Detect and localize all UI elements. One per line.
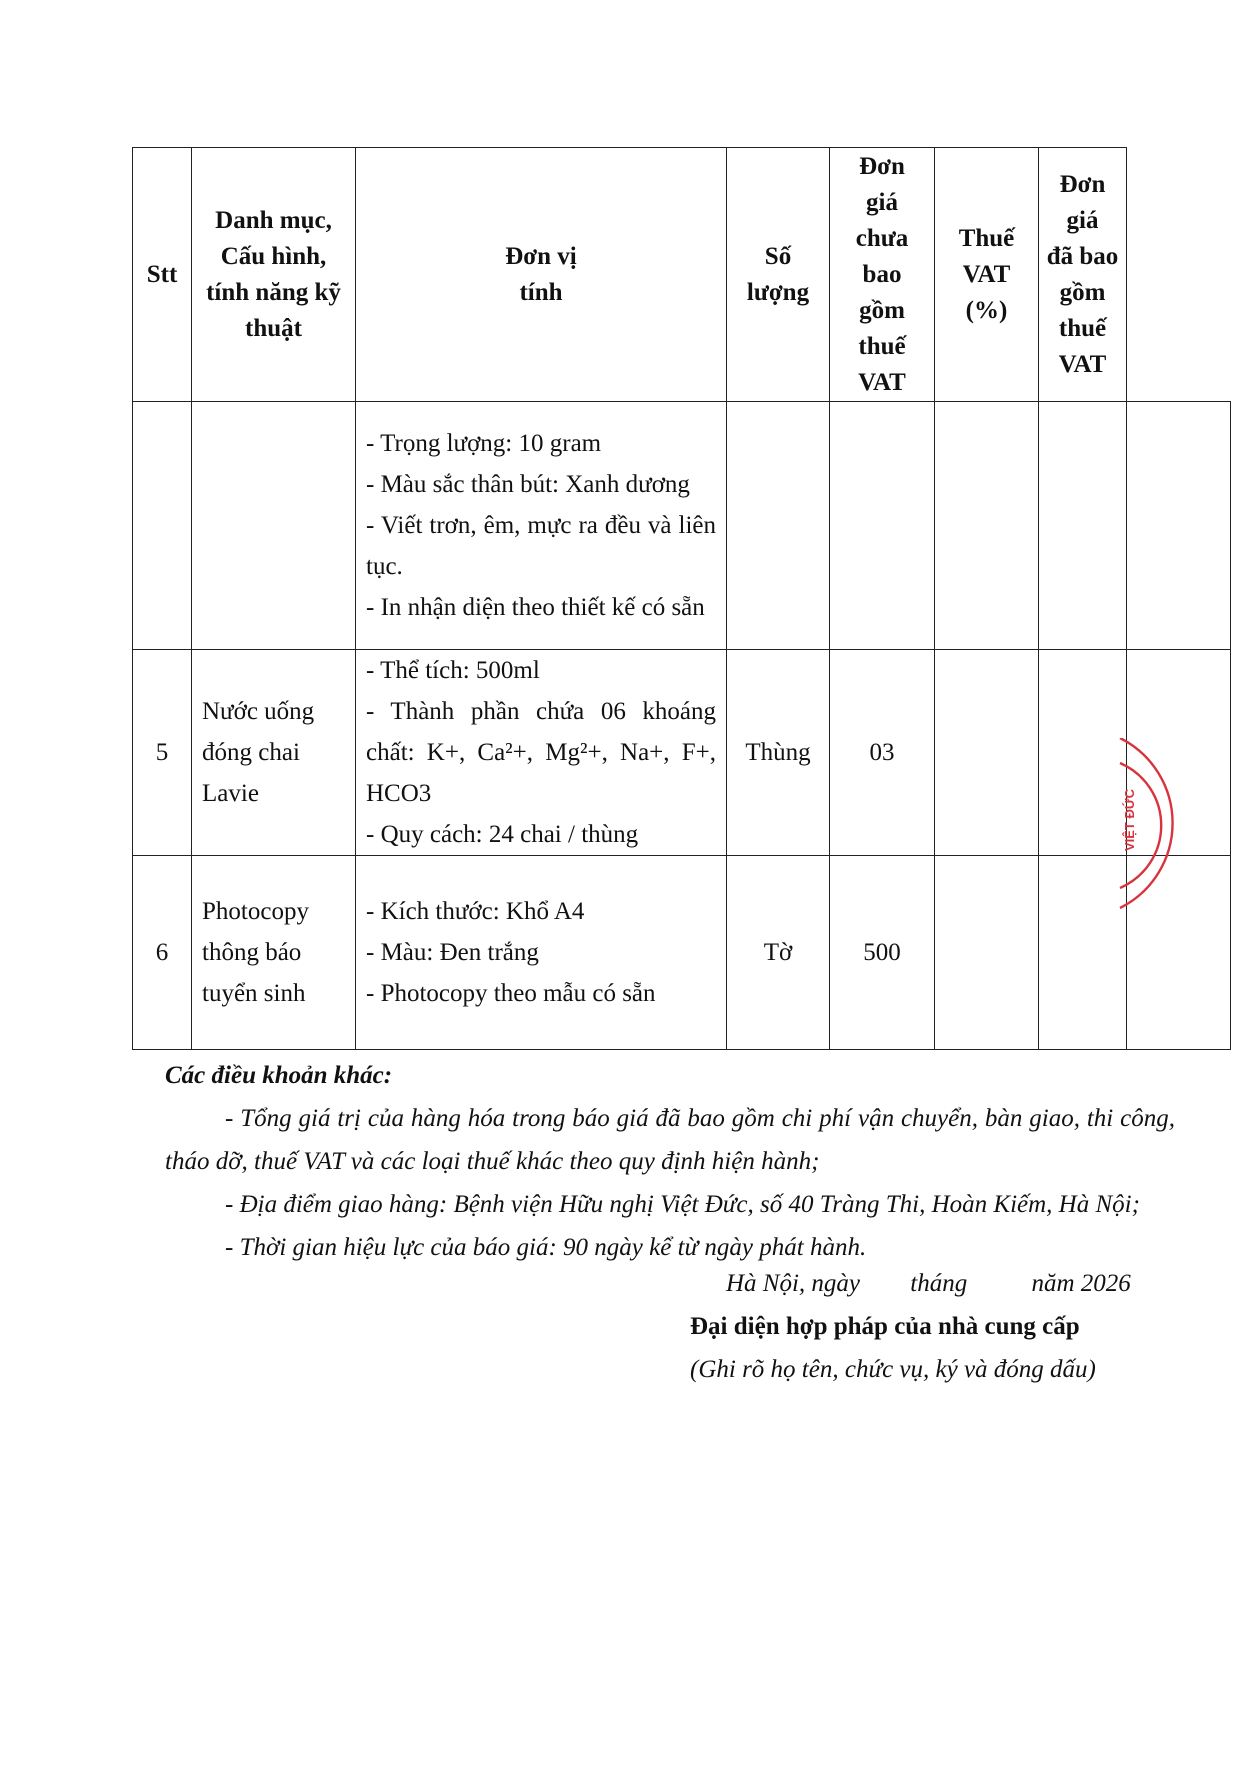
table-row — [133, 402, 1231, 650]
row-item-name — [192, 402, 356, 650]
quotation-table — [132, 147, 1231, 1050]
signature-block — [690, 1262, 1190, 1391]
row-unit-price — [935, 402, 1039, 650]
header-vat: Thuế VAT (%) — [935, 148, 1039, 402]
other-terms — [165, 1054, 1175, 1269]
terms-heading: Các điều khoản khác: — [165, 1062, 393, 1089]
row-stt: 6 — [133, 856, 192, 1050]
date-year: năm 2026 — [1031, 1270, 1131, 1297]
row-vat — [1039, 856, 1127, 1050]
row-unit: Tờ — [727, 856, 830, 1050]
row-item-name: Photocopy thông báo tuyển sinh — [192, 856, 356, 1050]
header-unit-price: Đơn giá chưa bao gồm thuế VAT — [830, 148, 935, 402]
terms-item: - Thời gian hiệu lực của báo giá: 90 ngày kể từ ngày phát hành. — [225, 1234, 867, 1261]
row-specification: - Thể tích: 500ml - Thành phần chứa 06 khoáng chất: K+, Ca²+, Mg²+, Na+, F+, HCO3 - Quy cách: 24 chai / thùng — [356, 650, 727, 856]
row-item-name: Nước uống đóng chai Lavie — [192, 650, 356, 856]
row-quantity: 500 — [830, 856, 935, 1050]
header-stt: Stt — [133, 148, 192, 402]
terms-item: - Tổng giá trị của hàng hóa trong báo giá đã bao gồm chi phí vận chuyển, bàn giao, thi công, tháo dỡ, thuế VAT và các loại thuế khác theo quy định hiện hành; — [165, 1105, 1175, 1175]
row-stt: 5 — [133, 650, 192, 856]
row-vat — [1039, 650, 1127, 856]
row-quantity — [830, 402, 935, 650]
table-row — [133, 856, 1231, 1050]
signature-note: (Ghi rõ họ tên, chức vụ, ký và đóng dấu) — [690, 1356, 1096, 1383]
row-specification: - Kích thước: Khổ A4 - Màu: Đen trắng - Photocopy theo mẫu có sẵn — [356, 856, 727, 1050]
stamp-text: VIỆT ĐỨC — [1122, 788, 1137, 852]
table-row — [133, 650, 1231, 856]
signature-title: Đại diện hợp pháp của nhà cung cấp — [690, 1313, 1080, 1340]
header-row — [133, 148, 1231, 402]
row-specification: - Trọng lượng: 10 gram - Màu sắc thân bút: Xanh dương - Viết trơn, êm, mực ra đều và liên tục. - In nhận diện theo thiết kế có sẵn — [356, 402, 727, 650]
date-line — [690, 1262, 1190, 1305]
terms-item: - Địa điểm giao hàng: Bệnh viện Hữu nghị Việt Đức, số 40 Tràng Thi, Hoàn Kiếm, Hà Nội; — [225, 1191, 1140, 1218]
row-unit-price — [935, 650, 1039, 856]
row-vat — [1039, 402, 1127, 650]
row-total-price — [1127, 402, 1231, 650]
row-unit — [727, 402, 830, 650]
row-unit-price — [935, 856, 1039, 1050]
header-unit: Đơn vị tính — [356, 148, 727, 402]
header-quantity: Số lượng — [727, 148, 830, 402]
row-stt — [133, 402, 192, 650]
header-total-price: Đơn giá đã bao gồm thuế VAT — [1039, 148, 1127, 402]
row-quantity: 03 — [830, 650, 935, 856]
date-month: tháng — [910, 1270, 968, 1297]
header-description: Danh mục, Cấu hình, tính năng kỹ thuật — [192, 148, 356, 402]
row-unit: Thùng — [727, 650, 830, 856]
company-stamp — [1118, 738, 1188, 918]
date-place: Hà Nội, ngày — [726, 1270, 861, 1297]
